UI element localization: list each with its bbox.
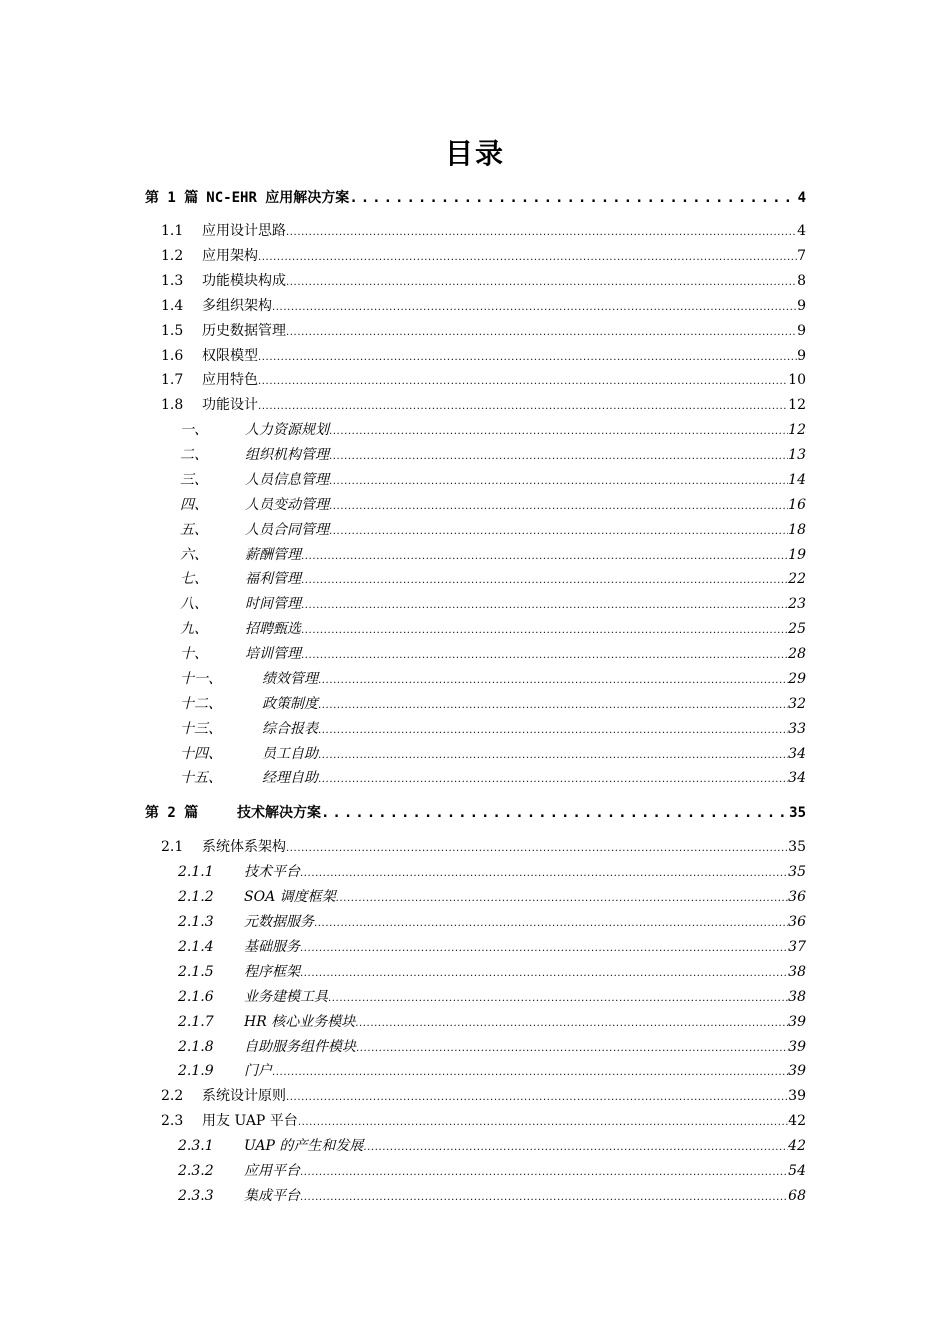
toc-page: 13 [788,447,806,463]
toc-number: 1.1 [161,223,184,239]
toc-leader [356,1036,788,1060]
toc-number: 十三、 [180,721,222,737]
page-title: 目录 [444,137,505,170]
toc-number: 八、 [180,596,208,612]
toc-leader [318,767,788,791]
toc-page: 4 [797,190,806,206]
toc-leader [318,693,788,717]
toc-sub-12[interactable] [180,693,806,715]
toc-title: 技术解决方案 [237,805,321,821]
toc-number: 三、 [180,472,208,488]
toc-number: 2.1.4 [178,939,214,955]
toc-title: 功能模块构成 [202,273,286,289]
toc-page: 12 [788,422,806,438]
toc-leader [272,1060,788,1084]
toc-sub-5[interactable] [180,519,806,541]
toc-page: 22 [788,571,806,587]
toc-part-1[interactable] [145,187,806,209]
toc-number: 2.1.6 [178,989,214,1005]
toc-number: 2.3.2 [178,1163,214,1179]
toc-entry-1-1[interactable] [161,220,806,242]
toc-title: 综合报表 [262,721,318,737]
toc-sub-14[interactable] [180,743,806,765]
toc-leader [318,743,788,767]
toc-number: 四、 [180,497,208,513]
toc-title: 时间管理 [245,596,301,612]
toc-title: 技术平台 [244,864,300,880]
toc-number: 1.6 [161,348,184,364]
toc-number: 六、 [180,547,208,563]
toc-sub-7[interactable] [180,568,806,590]
toc-leader [328,986,788,1010]
toc-title: 系统体系架构 [202,839,286,855]
toc-entry-1-2[interactable] [161,245,806,267]
toc-number: 十一、 [180,671,222,687]
toc-leader [321,802,789,824]
toc-number: 2.3.3 [178,1188,214,1204]
toc-number: 2.2 [161,1088,184,1104]
toc-title: 多组织架构 [202,298,272,314]
toc-title: 集成平台 [244,1188,300,1204]
toc-page: 28 [788,646,806,662]
toc-title: 应用平台 [244,1163,300,1179]
toc-entry-2-1-5[interactable] [178,961,806,983]
toc-page: 36 [788,914,806,930]
toc-page: 14 [788,472,806,488]
toc-page: 32 [788,696,806,712]
toc-sub-6[interactable] [180,544,806,566]
toc-page: 68 [788,1188,806,1204]
toc-entry-1-4[interactable] [161,295,806,317]
toc-page: 12 [788,397,806,413]
toc-title: 员工自助 [262,746,318,762]
toc-page: 35 [789,805,806,821]
toc-title: 门户 [244,1063,272,1079]
toc-number: 一、 [180,422,208,438]
toc-title: SOA 调度框架 [244,889,336,905]
toc-page: 7 [797,248,806,264]
toc-title: UAP 的产生和发展 [244,1138,364,1154]
toc-page: 25 [788,621,806,637]
toc-number: 2.1.7 [178,1014,214,1030]
toc-sub-3[interactable] [180,469,806,491]
toc-leader [286,836,788,860]
toc-entry-1-3[interactable] [161,270,806,292]
toc-number: 1.5 [161,323,184,339]
toc-leader [300,961,788,985]
toc-leader [258,369,788,393]
toc-number: 2.1.8 [178,1039,214,1055]
toc-title: 培训管理 [245,646,301,662]
toc-number: 第 1 篇 [145,190,199,206]
toc-leader [329,494,788,518]
toc-leader [329,419,788,443]
toc-page: 34 [788,770,806,786]
toc-number: 十四、 [180,746,222,762]
toc-leader [286,1085,788,1109]
toc-page: 19 [788,547,806,563]
toc-number: 2.3 [161,1113,184,1129]
toc-number: 2.1.5 [178,964,214,980]
toc-leader [329,444,788,468]
toc-title: 人员信息管理 [245,472,329,488]
toc-leader [363,1135,788,1159]
toc-page: 39 [788,1014,806,1030]
toc-sub-9[interactable] [180,618,806,640]
toc-page: 39 [788,1063,806,1079]
toc-title: 应用设计思路 [202,223,286,239]
toc-leader [314,911,788,935]
toc-number: 七、 [180,571,208,587]
toc-leader [329,469,788,493]
toc-number: 1.3 [161,273,184,289]
toc-leader [336,886,789,910]
toc-page: 35 [788,864,806,880]
toc-page: 38 [788,964,806,980]
toc-leader [286,320,797,344]
toc-page: 23 [788,596,806,612]
toc-title: NC-EHR 应用解决方案 [206,190,350,206]
toc-page: 8 [797,273,806,289]
toc-title: 自助服务组件模块 [244,1039,356,1055]
toc-entry-2-3-3[interactable] [178,1185,806,1207]
toc-page: 35 [788,839,806,855]
toc-number: 第 2 篇 [145,805,199,821]
toc-page: 42 [788,1113,806,1129]
toc-sub-4[interactable] [180,494,806,516]
toc-page: 9 [797,298,806,314]
toc-number: 1.4 [161,298,184,314]
toc-entry-2-1-8[interactable] [178,1036,806,1058]
toc-entry-2-1-1[interactable] [178,861,806,883]
toc-leader [329,519,788,543]
toc-leader [318,718,788,742]
toc-entry-1-5[interactable] [161,320,806,342]
toc-leader [286,270,797,294]
toc-title: 招聘甄选 [245,621,301,637]
toc-leader [301,568,788,592]
toc-leader [301,643,788,667]
toc-leader [349,187,797,209]
toc-page: 42 [788,1138,806,1154]
toc-page: 33 [788,721,806,737]
toc-entry-2-1-2[interactable] [178,886,806,908]
toc-leader [286,220,797,244]
toc-entry-1-6[interactable] [161,345,806,367]
toc-leader [258,245,797,269]
toc-sub-13[interactable] [180,718,806,740]
toc-page: 39 [788,1039,806,1055]
toc-title: 绩效管理 [262,671,318,687]
toc-entry-2-3-1[interactable] [178,1135,806,1157]
toc-number: 十五、 [180,770,222,786]
toc-leader [301,544,788,568]
toc-leader [301,593,788,617]
toc-page: 18 [788,522,806,538]
toc-sub-10[interactable] [180,643,806,665]
toc-number: 2.3.1 [178,1138,214,1154]
toc-page: 37 [788,939,806,955]
toc-number: 2.1.1 [178,864,214,880]
toc-title: 应用特色 [202,372,258,388]
toc-title: 系统设计原则 [202,1088,286,1104]
toc-leader [300,1185,788,1209]
toc-page: 38 [788,989,806,1005]
toc-leader [355,1011,788,1035]
toc-leader [300,936,788,960]
toc-entry-2-1-4[interactable] [178,936,806,958]
toc-leader [318,668,788,692]
toc-title: 元数据服务 [244,914,314,930]
toc-title: 用友 UAP 平台 [202,1113,298,1129]
toc-number: 2.1.9 [178,1063,214,1079]
toc-title: 政策制度 [262,696,318,712]
toc-page: 39 [788,1088,806,1104]
toc-sub-2[interactable] [180,444,806,466]
toc-page: 10 [788,372,806,388]
toc-title: HR 核心业务模块 [244,1014,356,1030]
toc-number: 十、 [180,646,208,662]
toc-title: 程序框架 [244,964,300,980]
toc-entry-1-7[interactable] [161,369,806,391]
toc-page: 9 [797,348,806,364]
toc-entry-2-3-2[interactable] [178,1160,806,1182]
toc-part-2[interactable] [145,802,806,824]
toc-title: 经理自助 [262,770,318,786]
toc-number: 九、 [180,621,208,637]
toc-title: 人力资源规划 [245,422,329,438]
toc-number: 1.8 [161,397,184,413]
toc-page: 36 [788,889,806,905]
toc-leader [258,394,788,418]
toc-entry-1-8[interactable] [161,394,806,416]
toc-leader [298,1110,788,1134]
toc-number: 1.2 [161,248,184,264]
toc-sub-11[interactable] [180,668,806,690]
toc-entry-2-1-9[interactable] [178,1060,806,1082]
toc-title: 业务建模工具 [244,989,328,1005]
toc-title: 人员合同管理 [245,522,329,538]
toc-leader [258,345,797,369]
toc-leader [272,295,797,319]
toc-number: 1.7 [161,372,184,388]
toc-title: 功能设计 [202,397,258,413]
toc-leader [300,1160,788,1184]
toc-sub-8[interactable] [180,593,806,615]
toc-title: 人员变动管理 [245,497,329,513]
toc-title: 权限模型 [202,348,258,364]
toc-title: 福利管理 [245,571,301,587]
toc-entry-2-1[interactable] [161,836,806,858]
toc-leader [301,618,788,642]
toc-page: 29 [788,671,806,687]
toc-title: 应用架构 [202,248,258,264]
toc-page: 9 [797,323,806,339]
toc-title: 历史数据管理 [202,323,286,339]
toc-title: 组织机构管理 [245,447,329,463]
toc-number: 2.1.3 [178,914,214,930]
toc-entry-2-1-6[interactable] [178,986,806,1008]
toc-number: 二、 [180,447,208,463]
toc-leader [300,861,788,885]
toc-number: 2.1.2 [178,889,214,905]
toc-entry-2-1-7[interactable] [178,1011,806,1033]
toc-sub-15[interactable] [180,767,806,789]
toc-page: 16 [788,497,806,513]
toc-entry-2-2[interactable] [161,1085,806,1107]
toc-number: 五、 [180,522,208,538]
toc-sub-1[interactable] [180,419,806,441]
toc-page: 4 [797,223,806,239]
toc-title: 薪酬管理 [245,547,301,563]
toc-number: 2.1 [161,839,184,855]
toc-number: 十二、 [180,696,222,712]
toc-page: 34 [788,746,806,762]
toc-page: 54 [788,1163,806,1179]
toc-title: 基础服务 [244,939,300,955]
toc-entry-2-3[interactable] [161,1110,806,1132]
toc-entry-2-1-3[interactable] [178,911,806,933]
